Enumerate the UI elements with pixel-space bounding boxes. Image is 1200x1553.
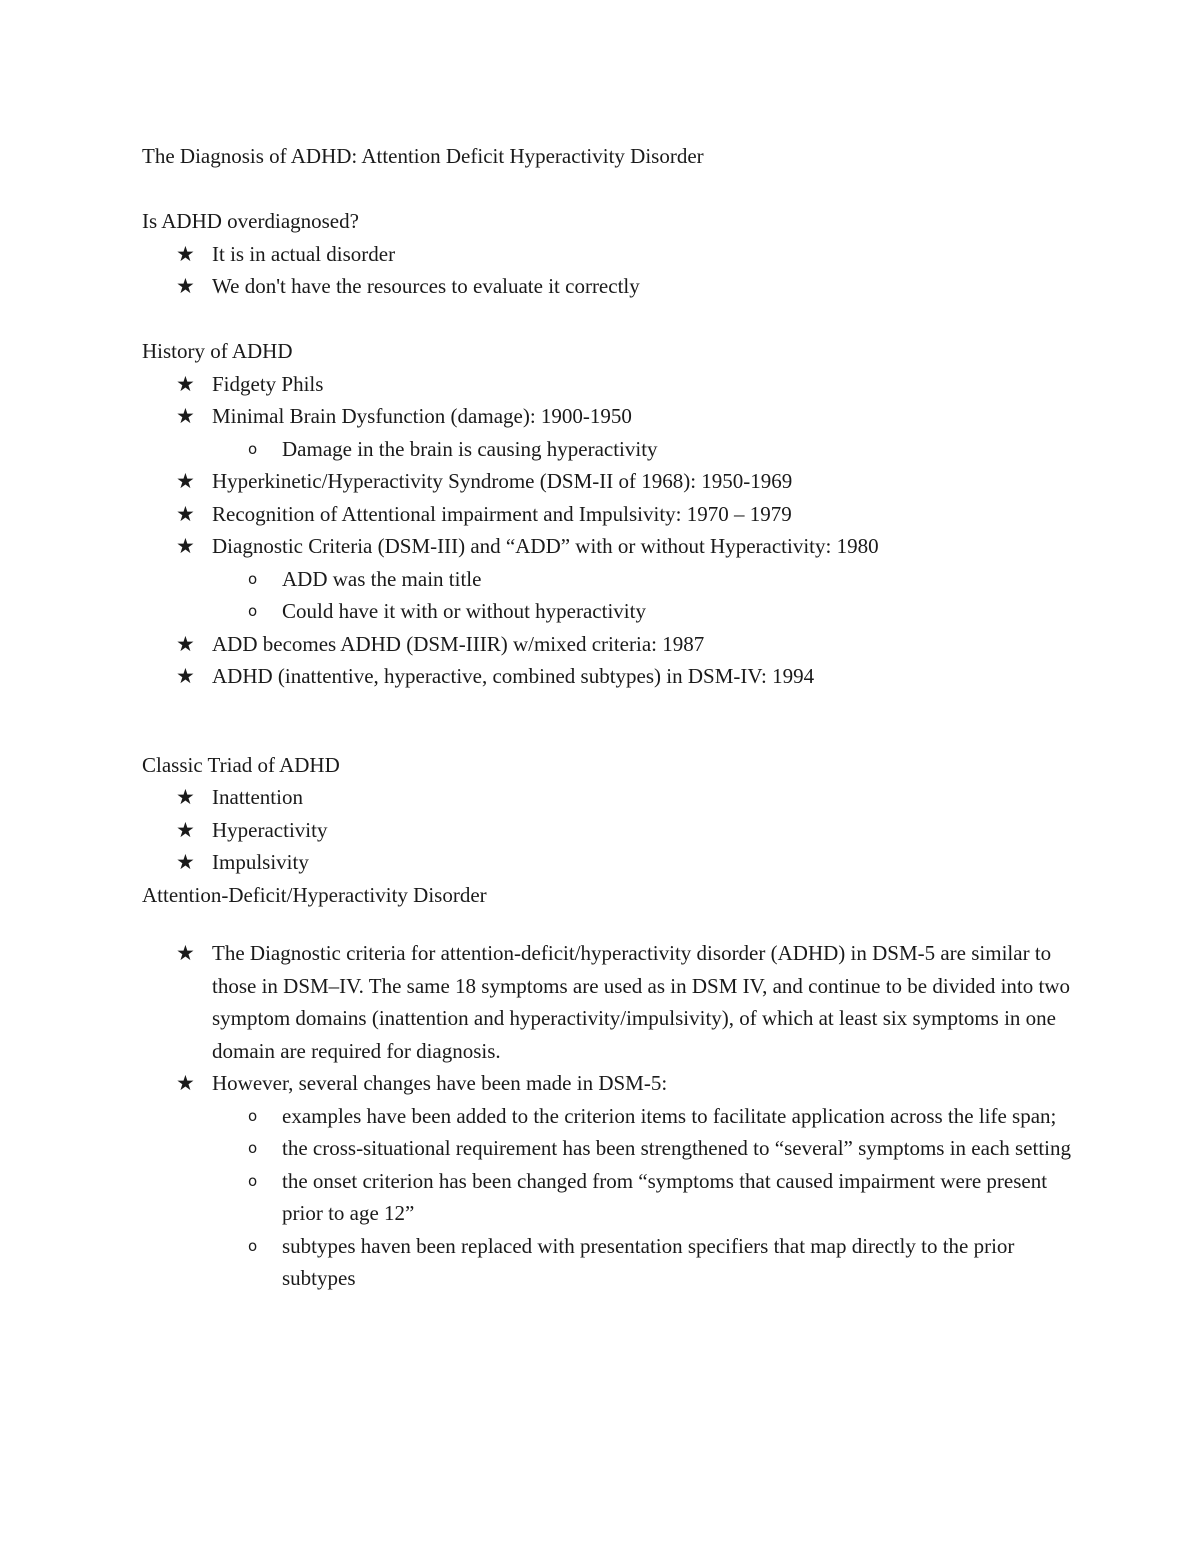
list-item-text: Hyperactivity [212, 817, 328, 842]
sub-list-item-text: Could have it with or without hyperactivity [282, 599, 646, 623]
sub-list-item-text: the onset criterion has been changed from “symptoms that caused impairment were present prior to age 12” [282, 1168, 1048, 1225]
list-item-text: Diagnostic Criteria (DSM-III) and “ADD” with or without Hyperactivity: 1980 [212, 534, 879, 558]
list-item-text: It is in actual disorder [212, 241, 396, 266]
sub-list-item [142, 563, 1072, 596]
list-item [142, 846, 1072, 879]
sub-list-item [142, 1165, 1072, 1230]
list-item-text: Hyperkinetic/Hyperactivity Syndrome (DSM-II of 1968): 1950-1969 [212, 469, 793, 493]
list-item [142, 937, 1072, 1067]
circle-bullet-icon: o [248, 1106, 258, 1125]
circle-bullet-icon: o [248, 439, 258, 458]
sub-list-item [142, 1132, 1072, 1165]
sub-list-item-text: the cross-situational requirement has been strengthened to “several” symptoms in each setting [282, 1136, 1072, 1160]
list-item [142, 814, 1072, 847]
sub-list-item [142, 433, 1072, 466]
star-bullet-icon: ★ [176, 817, 195, 842]
star-bullet-icon: ★ [176, 941, 195, 965]
list-item [142, 368, 1072, 401]
section-heading-triad: Classic Triad of ADHD [142, 752, 340, 777]
star-bullet-icon: ★ [176, 664, 195, 688]
sub-list-item [142, 1230, 1072, 1295]
section-heading-history: History of ADHD [142, 339, 293, 363]
circle-bullet-icon: o [248, 602, 258, 620]
list-item-text: However, several changes have been made in DSM-5: [212, 1071, 668, 1095]
list-item-text: Inattention [212, 785, 303, 809]
list-item [142, 465, 1072, 498]
star-bullet-icon: ★ [176, 785, 195, 809]
circle-bullet-icon: o [248, 1236, 258, 1255]
spacer [142, 303, 1072, 336]
list-item-text: ADHD (inattentive, hyperactive, combined subtypes) in DSM-IV: 1994 [212, 664, 815, 688]
star-bullet-icon: ★ [176, 469, 195, 493]
star-bullet-icon: ★ [176, 241, 195, 266]
star-bullet-icon: ★ [176, 850, 195, 874]
list-item [142, 270, 1072, 303]
list-item [142, 628, 1072, 661]
document-page [142, 140, 1072, 1295]
list-item-text: ADD becomes ADHD (DSM-IIIR) w/mixed criteria: 1987 [212, 631, 705, 656]
section-heading-overdiagnosed: Is ADHD overdiagnosed? [142, 209, 359, 233]
list-item [142, 781, 1072, 814]
star-bullet-icon: ★ [176, 1071, 195, 1095]
circle-bullet-icon: o [248, 1171, 258, 1190]
circle-bullet-icon: o [248, 1139, 258, 1157]
list-item [142, 660, 1072, 693]
list-item-text: Recognition of Attentional impairment and Impulsivity: 1970 – 1979 [212, 501, 792, 526]
document-title: The Diagnosis of ADHD: Attention Deficit Hyperactivity Disorder [142, 144, 704, 168]
star-bullet-icon: ★ [176, 501, 195, 526]
list-item-text: We don't have the resources to evaluate it correctly [212, 274, 640, 298]
sub-list-item-text: Damage in the brain is causing hyperactivity [282, 436, 658, 461]
list-item-text: Fidgety Phils [212, 371, 324, 396]
sub-list-item-text: ADD was the main title [282, 566, 482, 591]
star-bullet-icon: ★ [176, 404, 195, 428]
list-item-text: The Diagnostic criteria for attention-deficit/hyperactivity disorder (ADHD) in DSM-5 are similar to those in DSM–IV. The same 18 symptoms are used as in DSM IV, and continue to be divided into two symptom domains (inattention and hyperactivity/impulsivity), of which at least six symptoms in one domain are required for diagnosis. [212, 941, 1071, 1063]
list-item-text: Impulsivity [212, 850, 309, 874]
list-item [142, 400, 1072, 433]
spacer [142, 173, 1072, 206]
sub-list-item-text: subtypes haven been replaced with presentation specifiers that map directly to the prior subtypes [282, 1233, 1015, 1290]
list-item [142, 530, 1072, 563]
spacer [142, 911, 1072, 937]
circle-bullet-icon: o [248, 569, 258, 588]
sub-list-item [142, 1100, 1072, 1133]
section-heading-dsm5: Attention-Deficit/Hyperactivity Disorder [142, 882, 487, 907]
spacer [142, 693, 1072, 749]
list-item-text: Minimal Brain Dysfunction (damage): 1900-1950 [212, 404, 632, 428]
star-bullet-icon: ★ [176, 534, 195, 558]
star-bullet-icon: ★ [176, 371, 195, 396]
list-item [142, 498, 1072, 531]
sub-list-item [142, 595, 1072, 628]
list-item [142, 1067, 1072, 1100]
star-bullet-icon: ★ [176, 274, 195, 298]
list-item [142, 238, 1072, 271]
star-bullet-icon: ★ [176, 631, 195, 656]
sub-list-item-text: examples have been added to the criterion items to facilitate application across the life span; [282, 1103, 1057, 1128]
